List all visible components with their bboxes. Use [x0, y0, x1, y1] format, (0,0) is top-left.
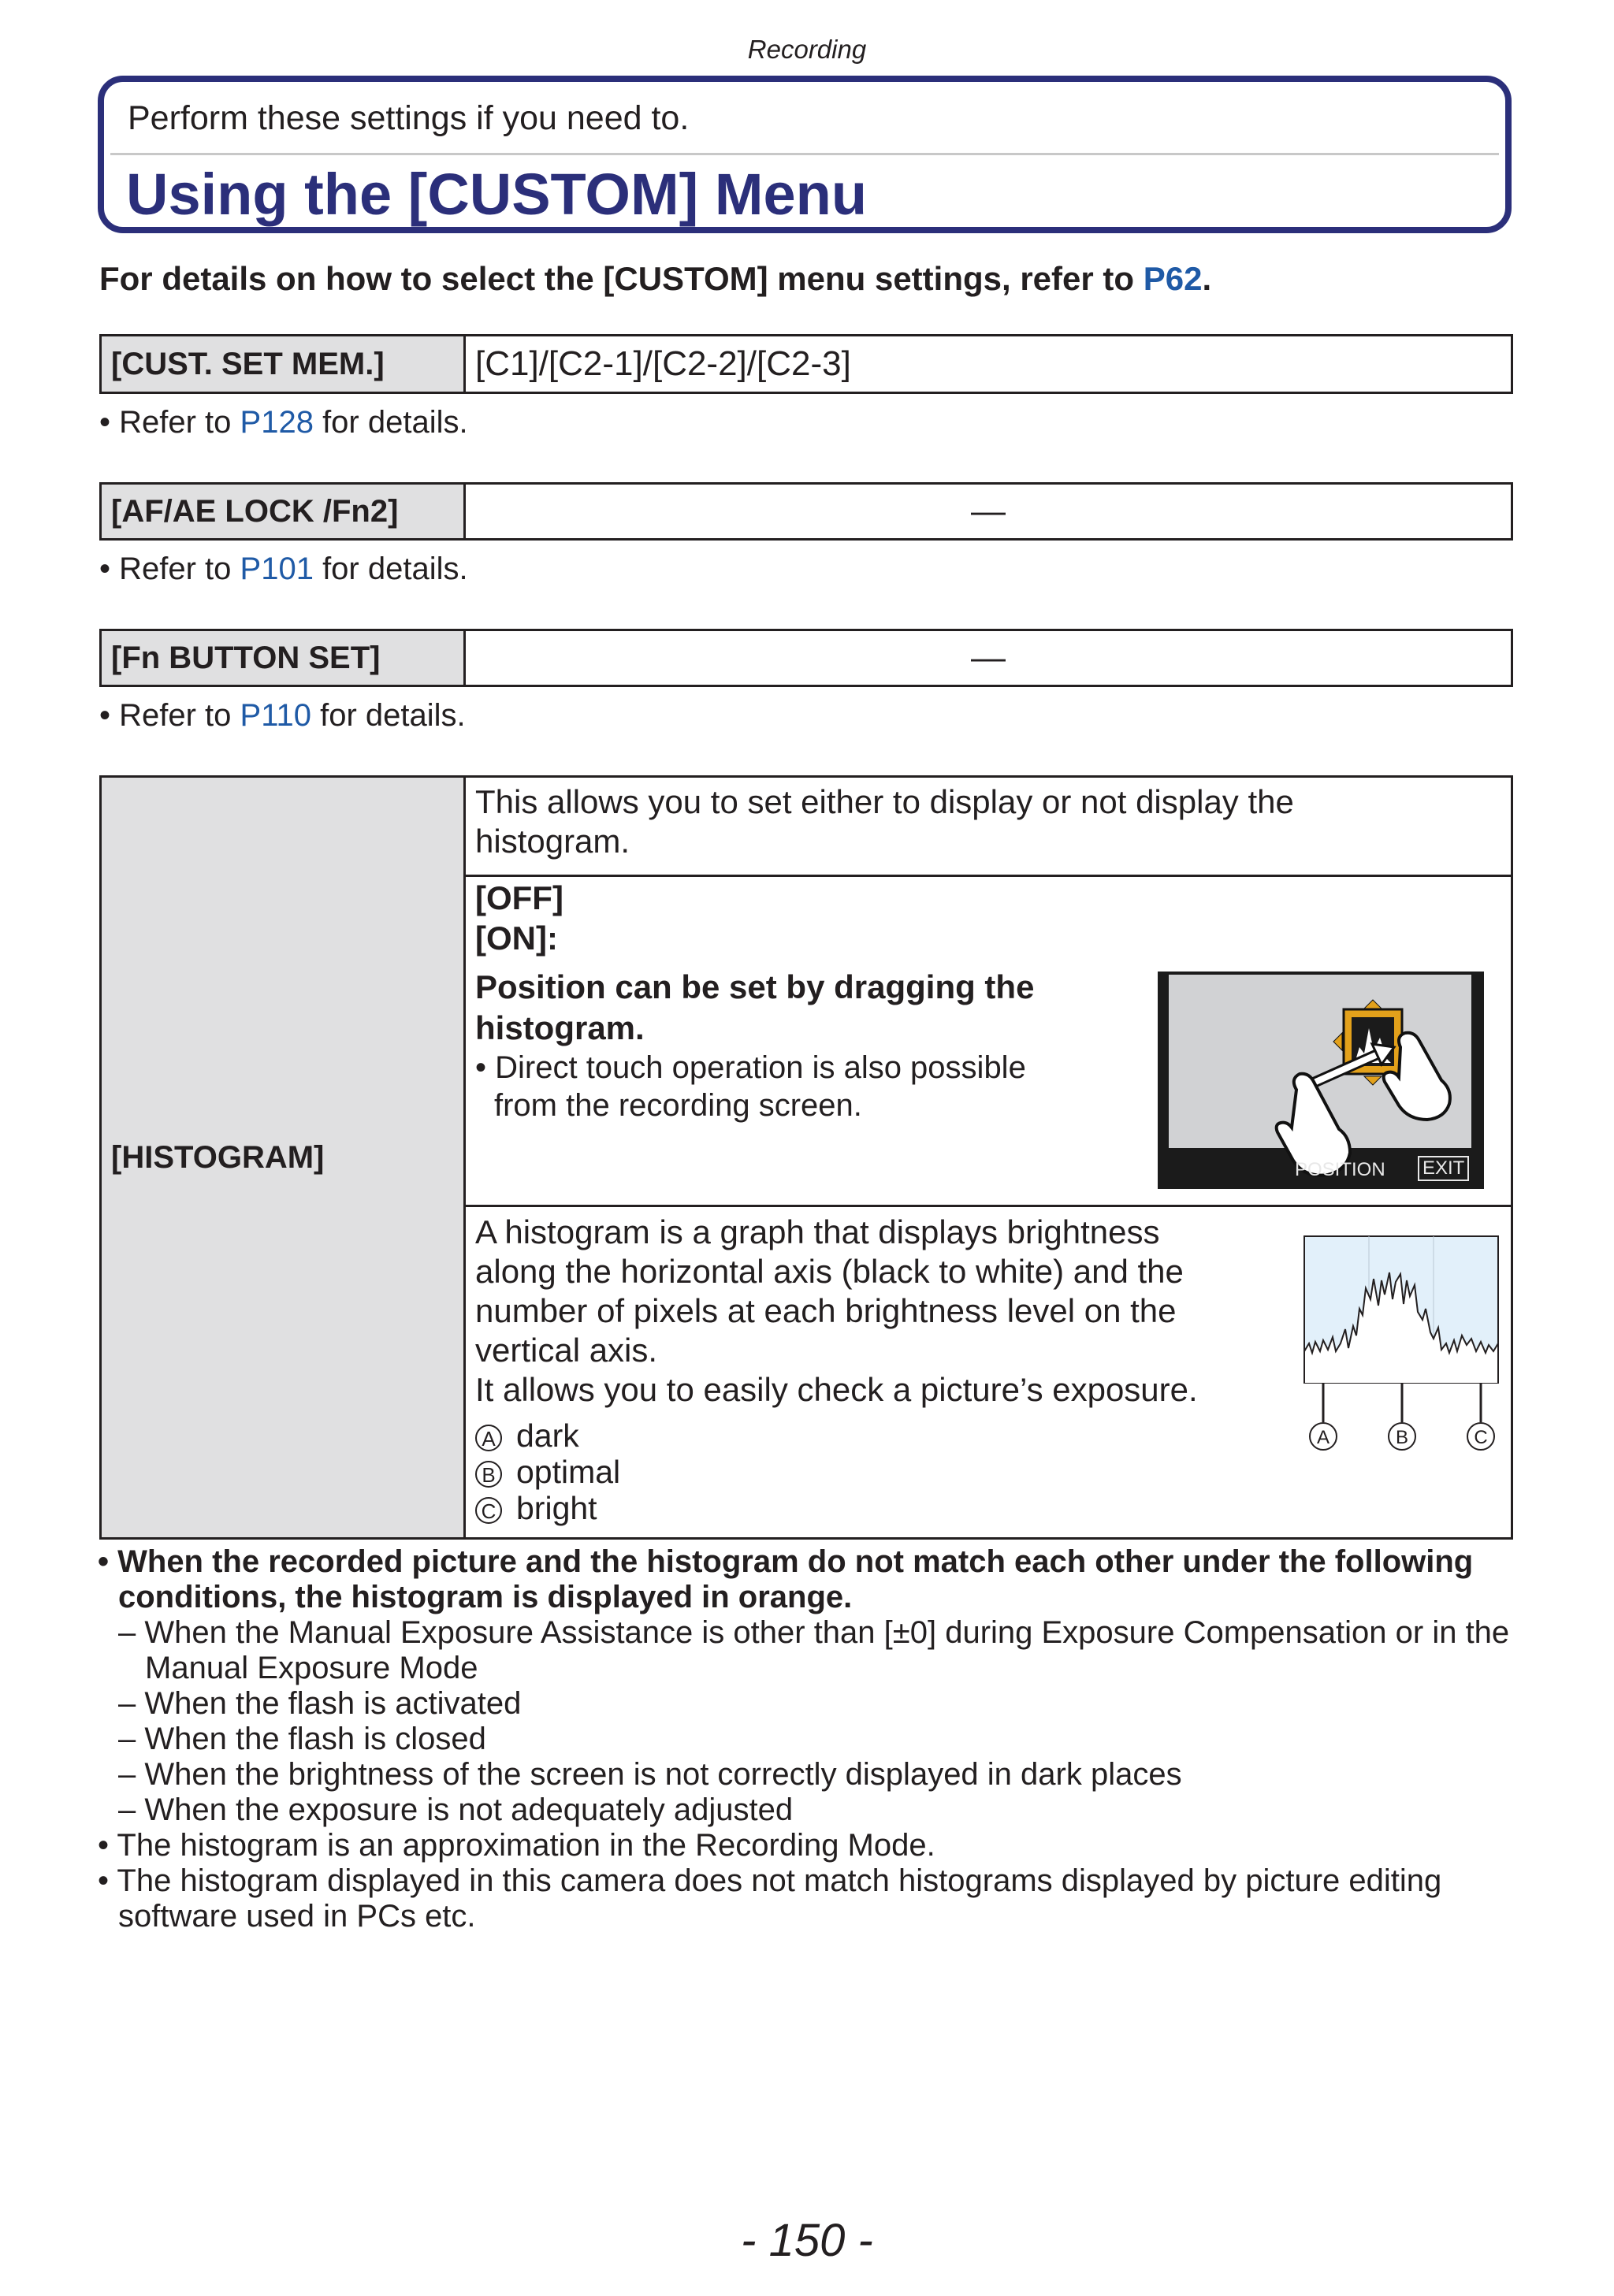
histogram-diagram	[1300, 1233, 1504, 1462]
title-box	[98, 76, 1512, 233]
divider	[466, 1205, 1511, 1207]
note-item: • The histogram displayed in this camera does not match histograms displayed by picture editing software used in PCs etc.	[98, 1863, 1442, 1934]
setting-row-fn-button-set	[99, 629, 1513, 687]
condition-item: – When the flash is closed	[118, 1722, 486, 1756]
page-link[interactable]: P128	[240, 405, 314, 440]
setting-value: [C1]/[C2-1]/[C2-2]/[C2-3]	[475, 344, 851, 383]
setting-label: [CUST. SET MEM.]	[102, 336, 466, 392]
legend-mark: B	[475, 1461, 502, 1488]
legend-item-optimal: B optimal	[475, 1454, 620, 1490]
exit-label: EXIT	[1418, 1156, 1469, 1181]
legend-mark: A	[475, 1425, 502, 1451]
section-label: Recording	[747, 35, 867, 64]
histogram-explanation: A histogram is a graph that displays brightness along the horizontal axis (black to white) and the number of pixels at each brightness level on the vertical axis. It allows you to easily check a picture’s exposure.	[475, 1213, 1198, 1408]
position-heading: Position can be set by dragging the histogram.	[475, 968, 1035, 1046]
setting-value: —	[971, 638, 1006, 677]
marker-a: A	[1316, 1427, 1330, 1448]
setting-row-cust-set-mem	[99, 334, 1513, 394]
marker-b: B	[1395, 1427, 1409, 1448]
marker-c: C	[1474, 1427, 1488, 1448]
note-item: • The histogram is an approximation in the Recording Mode.	[98, 1828, 935, 1863]
setting-label: [Fn BUTTON SET]	[102, 631, 466, 685]
notes-section	[98, 1544, 1516, 1934]
touch-note: • Direct touch operation is also possible from the recording screen.	[475, 1050, 1026, 1123]
position-label: POSITION	[1295, 1159, 1385, 1180]
setting-value: —	[971, 492, 1006, 530]
refer-note: • Refer to P101 for details.	[99, 552, 468, 586]
legend-item-dark: A dark	[475, 1417, 620, 1454]
lead-text: For details on how to select the [CUSTOM] menu settings, refer to P62.	[99, 260, 1212, 297]
page-link[interactable]: P101	[240, 552, 314, 586]
divider	[466, 875, 1511, 877]
setting-row-af-ae-lock	[99, 482, 1513, 541]
page-link[interactable]: P62	[1143, 260, 1203, 297]
page-title: Using the [CUSTOM] Menu	[126, 162, 868, 227]
condition-item: – When the exposure is not adequately adjusted	[118, 1793, 794, 1827]
refer-note: • Refer to P128 for details.	[99, 405, 468, 440]
option-on: [ON]:	[475, 920, 558, 957]
condition-item: – When the flash is activated	[118, 1686, 522, 1721]
legend-item-bright: C bright	[475, 1490, 620, 1526]
page-number: - 150 -	[741, 2215, 873, 2266]
intro-text: Perform these settings if you need to.	[128, 99, 690, 137]
camera-screen-illustration	[1158, 972, 1484, 1189]
divider	[110, 153, 1499, 155]
histogram-description: This allows you to set either to display or not display the histogram.	[475, 783, 1294, 860]
orange-warning-note: • When the recorded picture and the histogram do not match each other under the following conditions, the histogram is displayed in orange.	[98, 1544, 1474, 1614]
condition-item: – When the brightness of the screen is not correctly displayed in dark places	[118, 1757, 1182, 1792]
setting-label: [HISTOGRAM]	[102, 778, 466, 1537]
histogram-table	[99, 775, 1513, 1540]
legend-mark: C	[475, 1497, 502, 1524]
option-off: [OFF]	[475, 879, 563, 916]
page-link[interactable]: P110	[240, 698, 311, 733]
condition-item: – When the Manual Exposure Assistance is other than [±0] during Exposure Compensation or in the Manual Exposure Mode	[118, 1615, 1510, 1685]
legend-list	[475, 1417, 620, 1526]
setting-label: [AF/AE LOCK /Fn2]	[102, 485, 466, 538]
refer-note: • Refer to P110 for details.	[99, 698, 466, 733]
